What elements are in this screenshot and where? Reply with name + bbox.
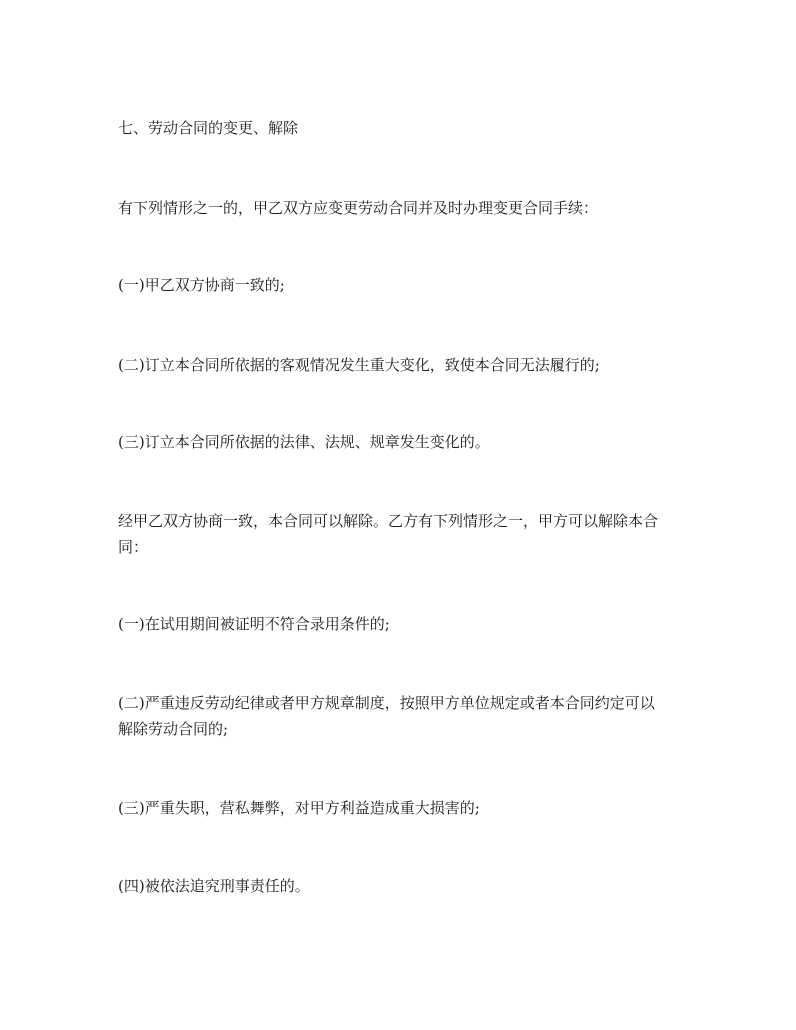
list-item-text: (四)被依法追究刑事责任的。 (118, 877, 310, 895)
list-item-text: (一)甲乙双方协商一致的; (118, 276, 285, 294)
list-item (118, 690, 688, 742)
heading-text: 七、劳动合同的变更、解除 (118, 119, 299, 137)
list-item (118, 272, 688, 298)
list-item-text: (一)在试用期间被证明不符合录用条件的; (118, 615, 390, 633)
paragraph-line: 经甲乙双方协商一致，本合同可以解除。乙方有下列情形之一，甲方可以解除本合 (118, 512, 659, 530)
list-item-text: (二)严重违反劳动纪律或者甲方规章制度，按照甲方单位规定或者本合同约定可以 (118, 694, 655, 712)
paragraph-line: 同： (118, 538, 149, 556)
list-item-text: (二)订立本合同所依据的客观情况发生重大变化，致使本合同无法履行的; (118, 356, 600, 374)
list-item (118, 795, 688, 821)
list-item-text: (三)严重失职，营私舞弊，对甲方利益造成重大损害的; (118, 799, 480, 817)
list-item (118, 611, 688, 637)
list-item (118, 352, 688, 378)
paragraph-line: 有下列情形之一的，甲乙双方应变更劳动合同并及时办理变更合同手续： (118, 199, 599, 217)
list-item (118, 873, 688, 899)
list-item (118, 429, 688, 455)
list-item-text: (三)订立本合同所依据的法律、法规、规章发生变化的。 (118, 433, 490, 451)
paragraph-termination-conditions (118, 508, 688, 560)
section-heading (118, 115, 688, 141)
paragraph-change-conditions (118, 195, 688, 221)
list-item-text: 解除劳动合同的; (118, 720, 229, 738)
